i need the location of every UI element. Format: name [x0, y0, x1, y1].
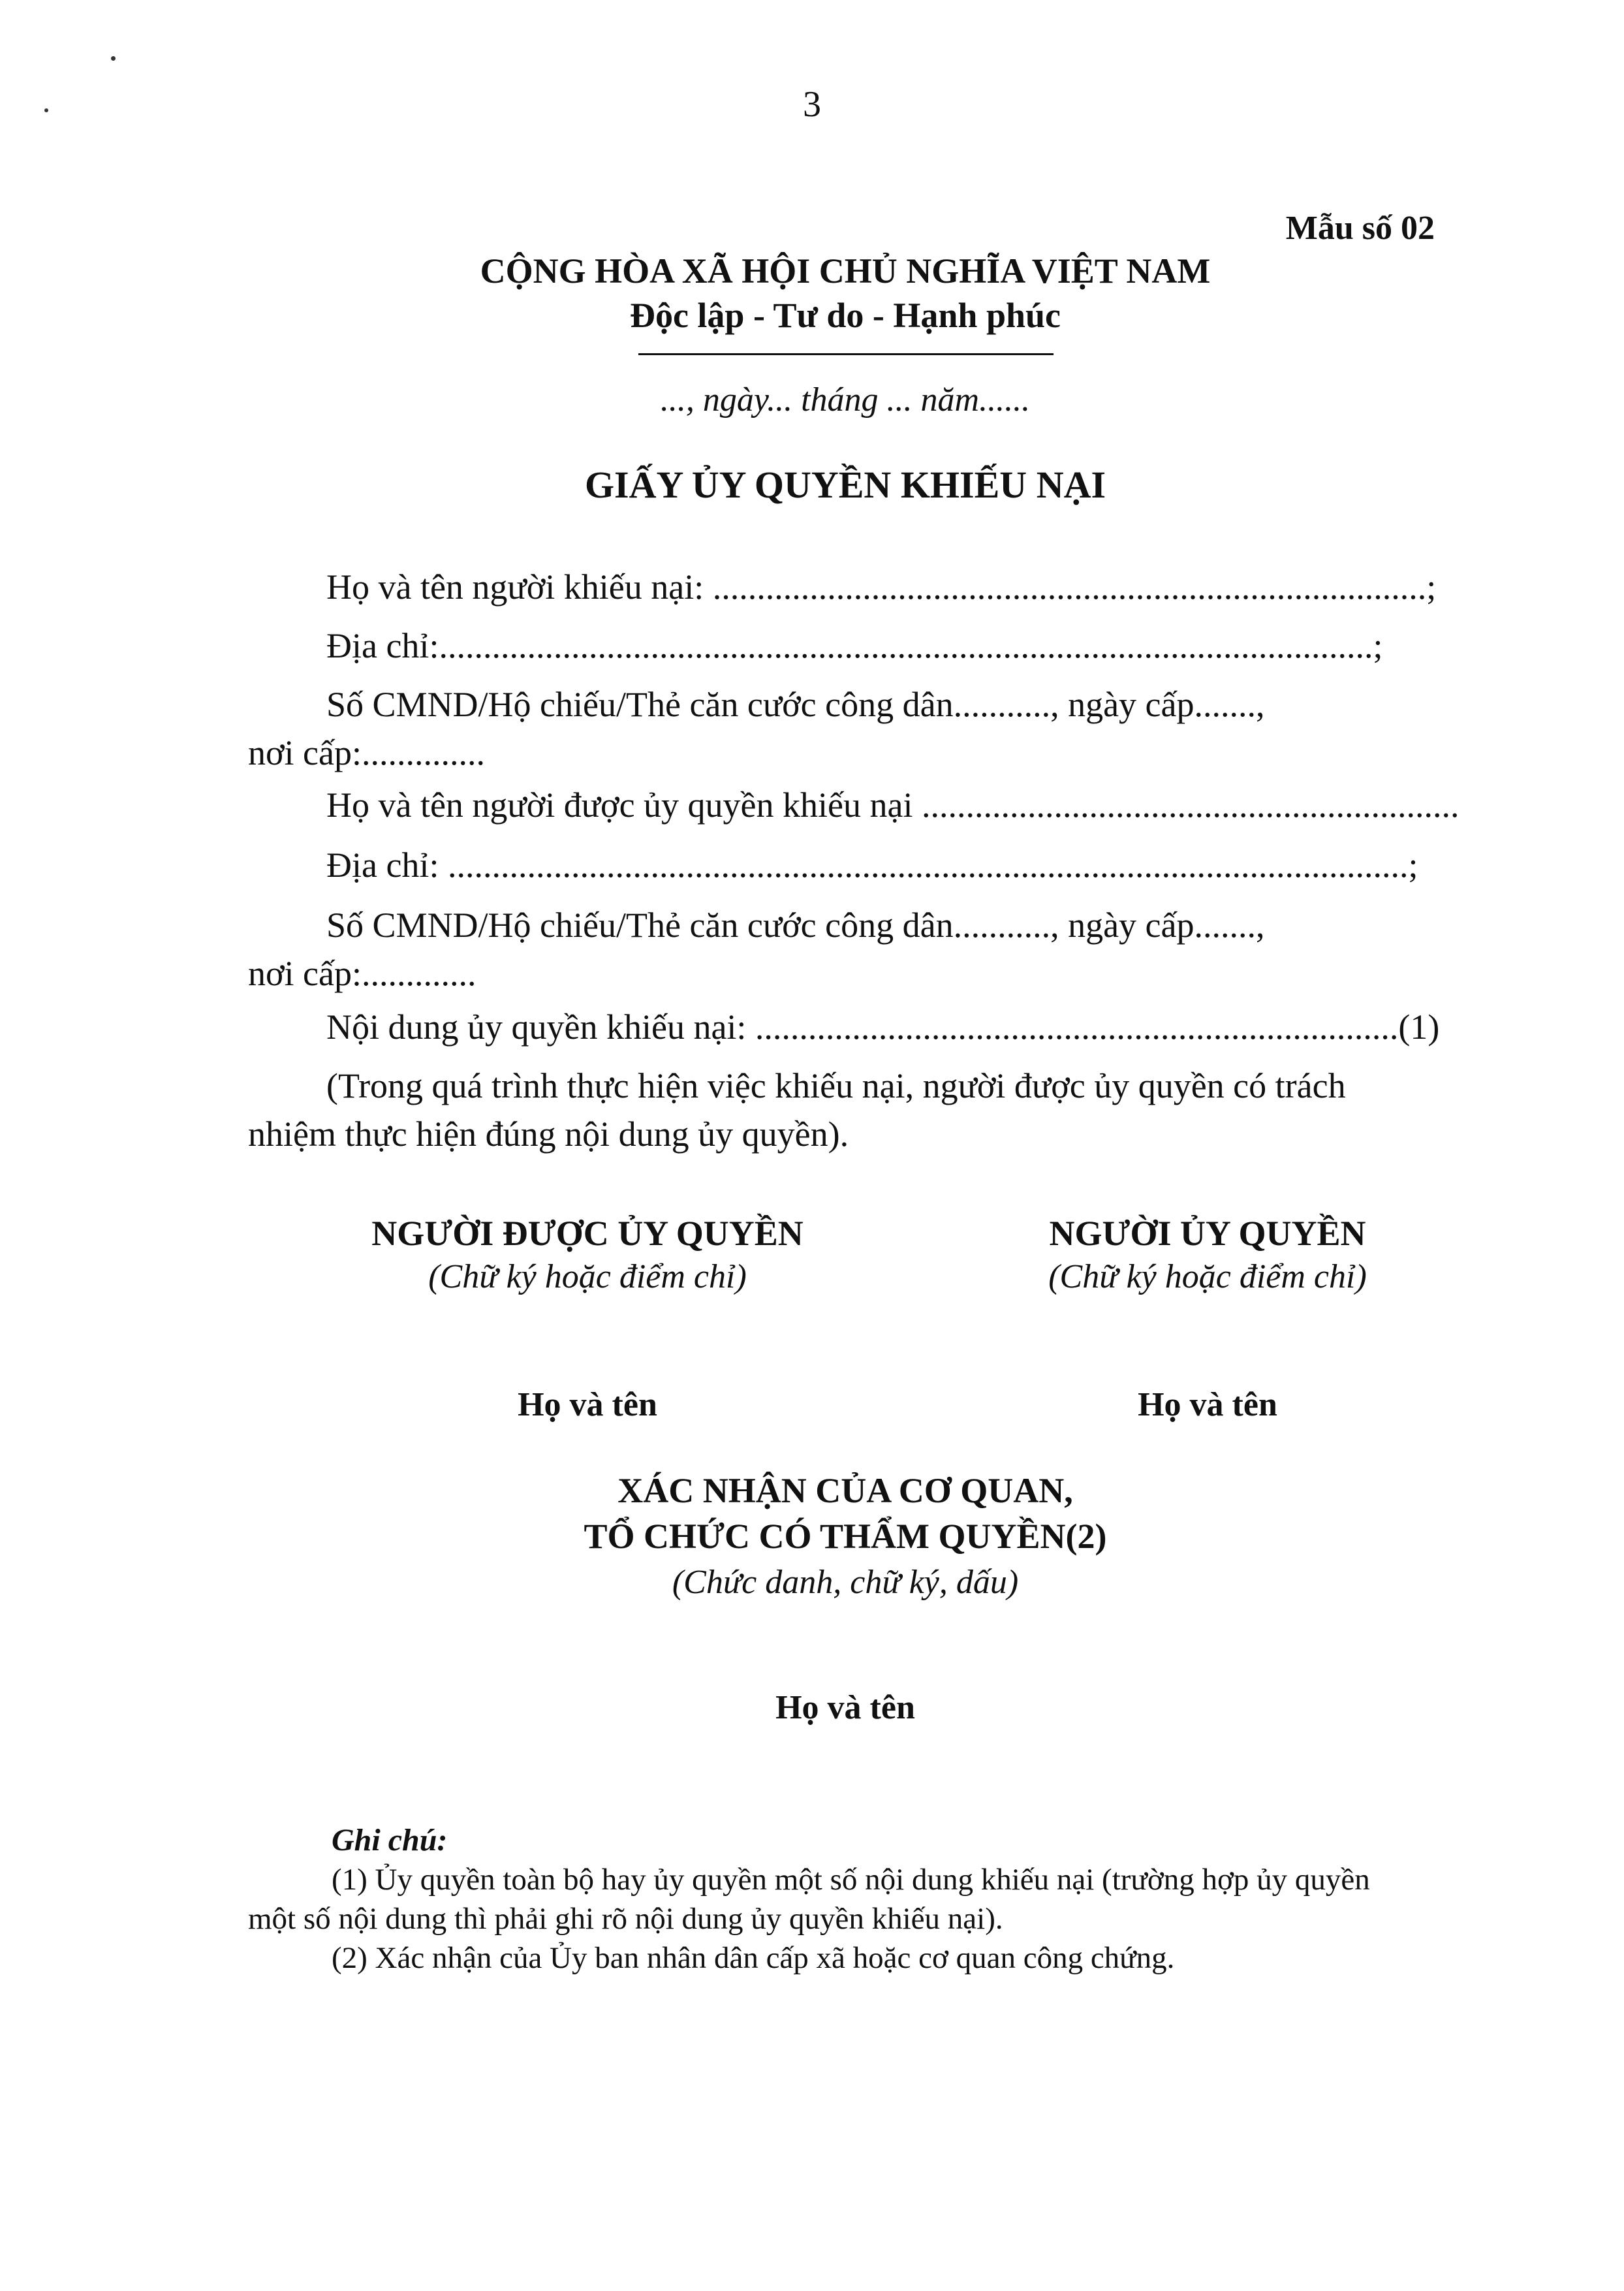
authorized-person-name-label: Họ và tên — [518, 1386, 657, 1423]
footnote-1: (1) Ủy quyền toàn bộ hay ủy quyền một số nội dung khiếu nại (trường hợp ủy quyền — [332, 1863, 1370, 1897]
authorized-person-signature-hint: (Chữ ký hoặc điểm chỉ) — [428, 1258, 747, 1295]
confirmation-name-label: Họ và tên — [775, 1689, 915, 1726]
page-number: 3 — [803, 84, 821, 125]
authorization-content-field: Nội dung ủy quyền khiếu nại: .........................................................................(1) — [326, 1007, 1440, 1047]
authorizer-signature-title: NGƯỜI ỦY QUYỀN — [1049, 1214, 1366, 1253]
confirmation-hint: (Chức danh, chữ ký, dấu) — [672, 1564, 1019, 1601]
confirmation-title: XÁC NHẬN CỦA CƠ QUAN, — [617, 1471, 1073, 1510]
complainant-address-field: Địa chỉ:..........................................................................................................; — [326, 626, 1383, 665]
authorized-id-field: Số CMND/Hộ chiếu/Thẻ căn cước công dân..........., ngày cấp......., — [326, 906, 1265, 945]
confirmation-title: TỔ CHỨC CÓ THẨM QUYỀN(2) — [584, 1517, 1107, 1556]
authorizer-name-label: Họ và tên — [1138, 1386, 1277, 1423]
authorizer-signature-hint: (Chữ ký hoặc điểm chỉ) — [1048, 1258, 1367, 1295]
footnote-2: (2) Xác nhận của Ủy ban nhân dân cấp xã hoặc cơ quan công chứng. — [332, 1941, 1175, 1975]
authorized-address-field: Địa chỉ: .............................................................................................................; — [326, 845, 1418, 885]
authorized-person-signature-title: NGƯỜI ĐƯỢC ỦY QUYỀN — [371, 1214, 804, 1253]
document-title: GIẤY ỦY QUYỀN KHIẾU NẠI — [584, 464, 1106, 506]
notes-label: Ghi chú: — [332, 1823, 448, 1857]
complainant-id-field: Số CMND/Hộ chiếu/Thẻ căn cước công dân..........., ngày cấp......., — [326, 685, 1265, 724]
national-motto: Độc lập - Tư do - Hạnh phúc — [629, 296, 1061, 335]
complainant-name-field: Họ và tên người khiếu nại: .................................................................................; — [326, 567, 1437, 607]
header-divider — [638, 353, 1054, 355]
authorized-name-field: Họ và tên người được ủy quyền khiếu nại ............................................................. — [326, 785, 1460, 825]
authorized-issue-place-field: nơi cấp:............. — [248, 954, 476, 993]
form-number: Mẫu số 02 — [1285, 210, 1435, 247]
scan-speck — [111, 56, 116, 61]
responsibility-note-line: nhiệm thực hiện đúng nội dung ủy quyền). — [248, 1114, 849, 1154]
footnote-1-continued: một số nội dung thì phải ghi rõ nội dung ủy quyền khiếu nại). — [248, 1902, 1003, 1936]
national-title: CỘNG HÒA XÃ HỘI CHỦ NGHĨA VIỆT NAM — [480, 251, 1211, 291]
complainant-issue-place-field: nơi cấp:.............. — [248, 733, 485, 772]
responsibility-note-line: (Trong quá trình thực hiện việc khiếu nại, người được ủy quyền có trách — [326, 1066, 1346, 1105]
date-line: ..., ngày... tháng ... năm...... — [660, 381, 1031, 419]
